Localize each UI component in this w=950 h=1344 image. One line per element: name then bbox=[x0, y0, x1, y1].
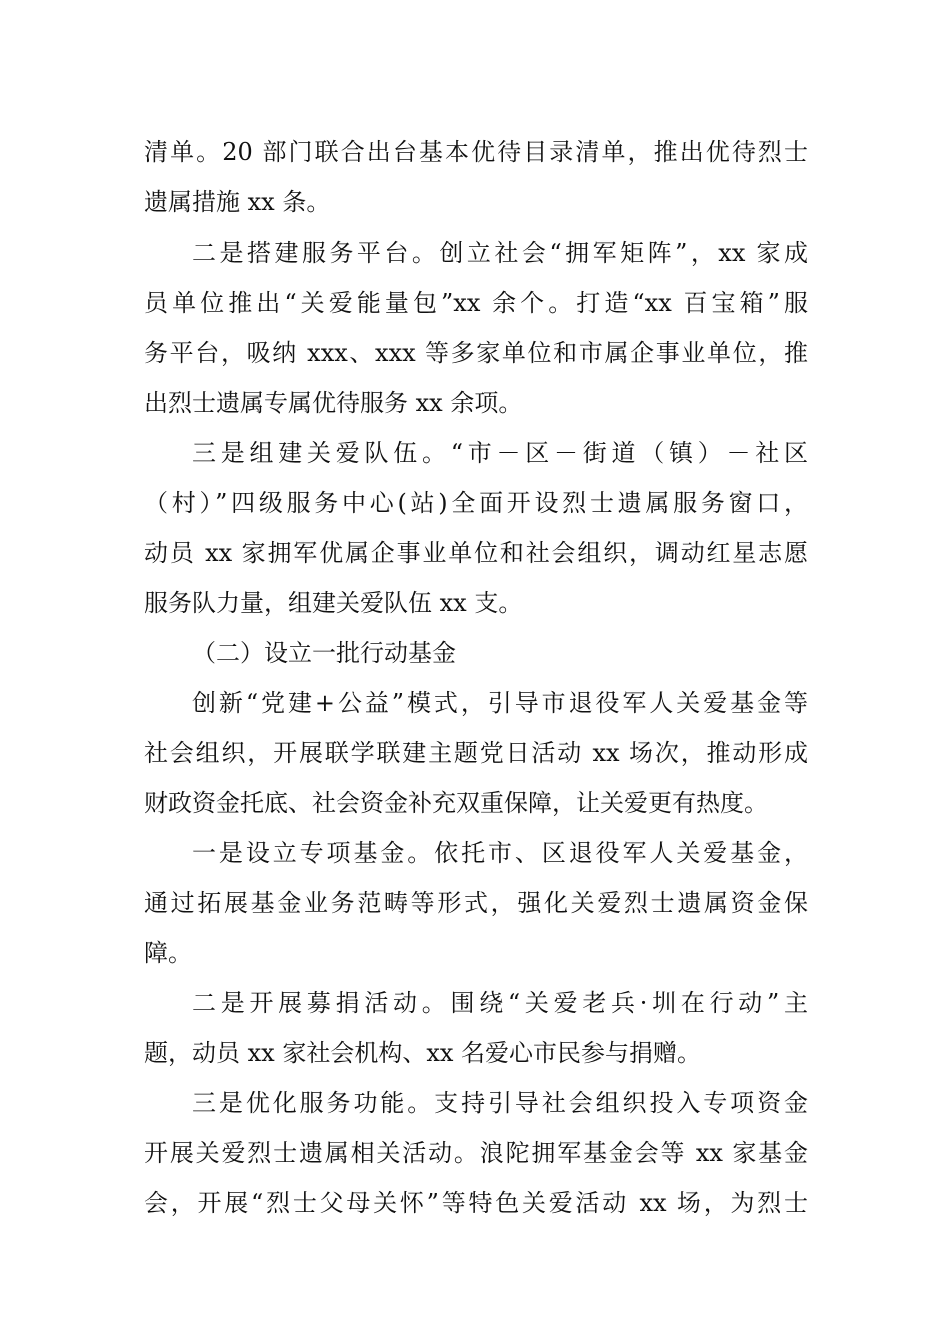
text-line: 员单位推出“关爱能量包”xx 余个。打造“xx 百宝箱”服 bbox=[144, 289, 808, 317]
text-line: 创新“党建+公益”模式，引导市退役军人关爱基金等 bbox=[192, 689, 808, 717]
text-line: 清单。20 部门联合出台基本优待目录清单，推出优待烈士 bbox=[144, 138, 808, 166]
text-line: 动员 xx 家拥军优属企事业单位和社会组织，调动红星志愿 bbox=[144, 539, 808, 567]
text-line: 障。 bbox=[144, 939, 192, 967]
text-line: 遗属措施 xx 条。 bbox=[144, 188, 331, 216]
text-line: （村）”四级服务中心(站)全面开设烈士遗属服务窗口， bbox=[144, 489, 808, 517]
text-line: 务平台，吸纳 xxx、xxx 等多家单位和市属企事业单位，推 bbox=[144, 339, 808, 367]
text-line: 通过拓展基金业务范畴等形式，强化关爱烈士遗属资金保 bbox=[144, 889, 808, 917]
text-line: 社会组织，开展联学联建主题党日活动 xx 场次，推动形成 bbox=[144, 739, 808, 767]
text-line: 一是设立专项基金。依托市、区退役军人关爱基金， bbox=[192, 839, 808, 867]
text-line: 出烈士遗属专属优待服务 xx 余项。 bbox=[144, 389, 523, 417]
text-line: 二是开展募捐活动。围绕“关爱老兵·圳在行动”主 bbox=[192, 989, 808, 1017]
text-line: 二是搭建服务平台。创立社会“拥军矩阵”，xx 家成 bbox=[192, 239, 808, 267]
text-line: 财政资金托底、社会资金补充双重保障，让关爱更有热度。 bbox=[144, 789, 768, 817]
text-line: 开展关爱烈士遗属相关活动。浪陀拥军基金会等 xx 家基金 bbox=[144, 1139, 808, 1167]
text-line: 题，动员 xx 家社会机构、xx 名爱心市民参与捐赠。 bbox=[144, 1039, 702, 1067]
text-line: 服务队力量，组建关爱队伍 xx 支。 bbox=[144, 589, 523, 617]
section-heading: （二）设立一批行动基金 bbox=[192, 639, 456, 667]
text-line: 三是组建关爱队伍。“市－区－街道（镇）－社区 bbox=[192, 439, 808, 467]
text-line: 三是优化服务功能。支持引导社会组织投入专项资金 bbox=[192, 1089, 808, 1117]
text-line: 会，开展“烈士父母关怀”等特色关爱活动 xx 场，为烈士 bbox=[144, 1189, 808, 1217]
